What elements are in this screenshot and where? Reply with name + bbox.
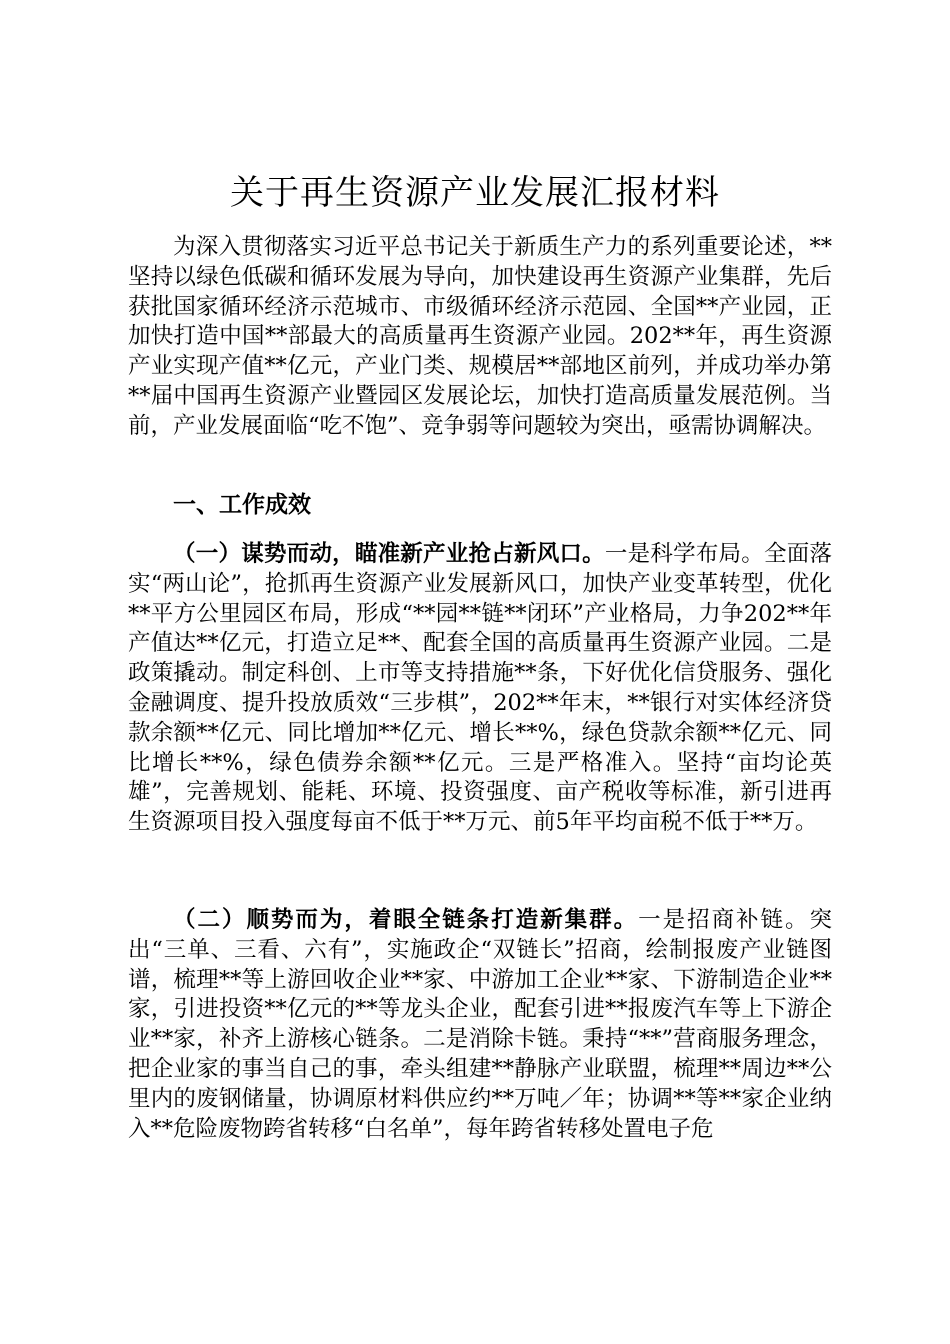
subsection-one-body: 一是科学布局。全面落实“两山论”，抢抓再生资源产业发展新风口，加快产业变革转型，优化**平方公里园区布局，形成“**园**链**闭环”产业格局，力争202**年产值达**亿元，打造立足**、配套全国的高质量再生资源产业园。二是政策撬动。制定科创、上市等支持措施**条，下好优化信贷服务、强化金融调度、提升投放质效“三步棋”，202**年末，**银行对实体经济贷款余额**亿元、同比增加**亿元、增长**%，绿色贷款余额**亿元、同比增长**%，绿色债券余额**亿元。三是严格准入。坚持“亩均论英雄”，完善规划、能耗、环境、投资强度、亩产税收等标准，新引进再生资源项目投入强度每亩不低于**万元、前5年平均亩税不低于**万。 — [128, 541, 832, 836]
subsection-one-paragraph — [128, 540, 832, 838]
intro-paragraph: 为深入贯彻落实习近平总书记关于新质生产力的系列重要论述，**坚持以绿色低碳和循环发展为导向，加快建设再生资源产业集群，先后获批国家循环经济示范城市、市级循环经济示范园、全国**产业园，正加快打造中国**部最大的高质量再生资源产业园。202**年，再生资源产业实现产值**亿元，产业门类、规模居**部地区前列，并成功举办第**届中国再生资源产业暨园区发展论坛，加快打造高质量发展范例。当前，产业发展面临“吃不饱”、竞争弱等问题较为突出，亟需协调解决。 — [128, 234, 832, 439]
section-heading-work-results: 一、工作成效 — [173, 491, 311, 518]
subsection-two-lead: （二）顺势而为，着眼全链条打造新集群。 — [173, 907, 639, 933]
subsection-two-paragraph — [128, 906, 832, 1144]
subsection-two-body: 一是招商补链。突出“三单、三看、六有”，实施政企“双链长”招商，绘制报废产业链图谱，梳理**等上游回收企业**家、中游加工企业**家、下游制造企业**家，引进投资**亿元的**等龙头企业，配套引进**报废汽车等上下游企业**家，补齐上游核心链条。二是消除卡链。秉持“**”营商服务理念，把企业家的事当自己的事，牵头组建**静脉产业联盟，梳理**周边**公里内的废钢储量，协调原材料供应约**万吨／年；协调**等**家企业纳入**危险废物跨省转移“白名单”，每年跨省转移处置电子危 — [128, 907, 832, 1142]
subsection-one-lead: （一）谋势而动，瞄准新产业抢占新风口。 — [173, 541, 605, 567]
document-title: 关于再生资源产业发展汇报材料 — [230, 173, 720, 213]
